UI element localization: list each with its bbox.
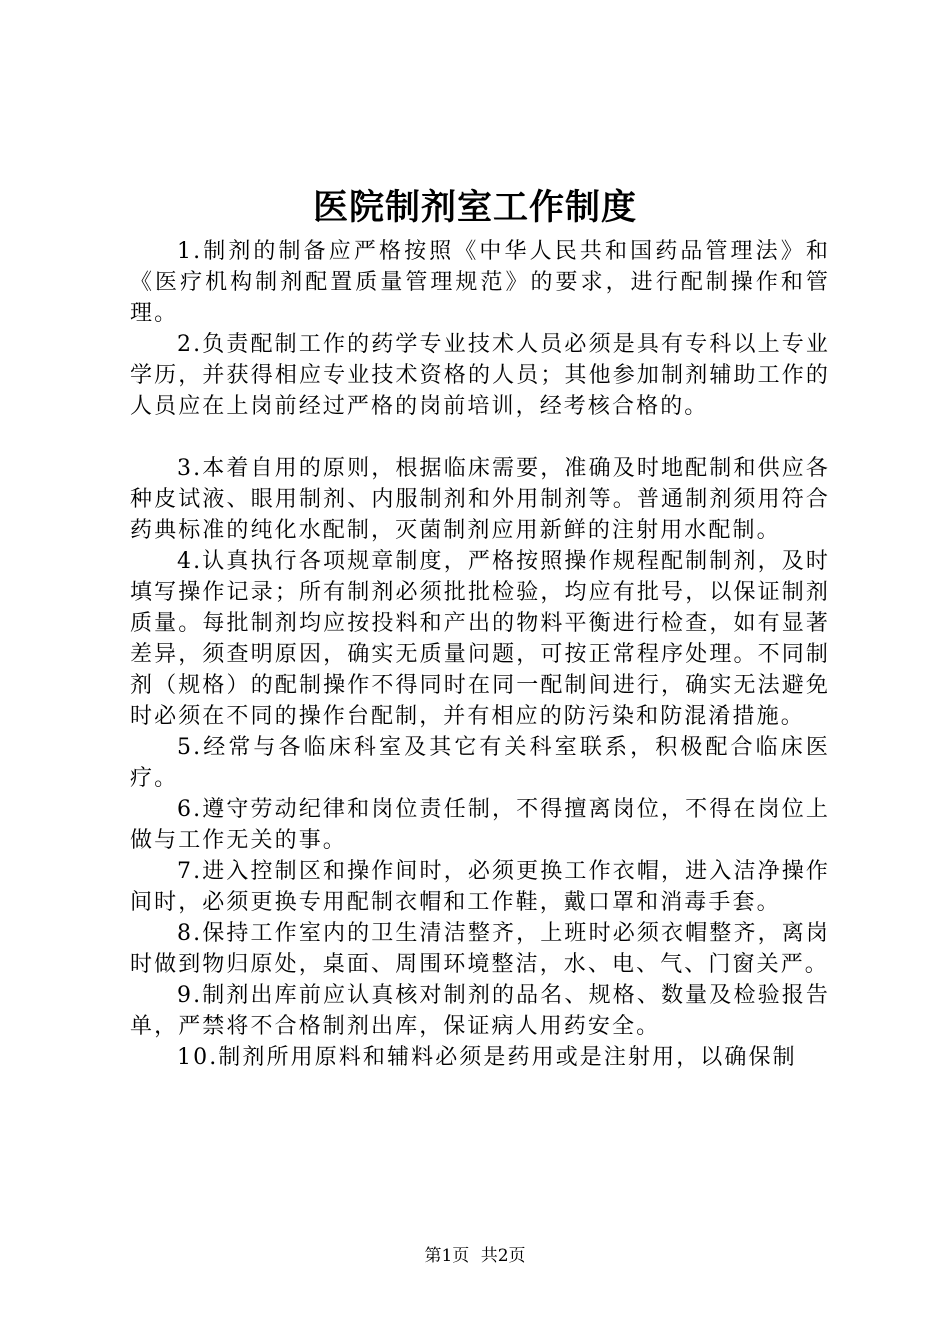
paragraph-4: 4.认真执行各项规章制度，严格按照操作规程配制制剂，及时填写操作记录；所有制剂必须批批检验，均应有批号，以保证制剂质量。每批制剂均应按投料和产出的物料平衡进行检查，如有显著差异，须查明原因，确实无质量问题，可按正常程序处理。不同制剂（规格）的配制操作不得同时在同一配制间进行，确实无法避免时必须在不同的操作台配制，并有相应的防污染和防混淆措施。 [130,549,830,729]
document-title: 医院制剂室工作制度 [312,187,637,228]
page-number: 第1页 [424,1246,470,1266]
page-total: 共2页 [480,1246,526,1266]
paragraph-5: 5.经常与各临床科室及其它有关科室联系，积极配合临床医疗。 [130,735,830,791]
paragraph-6: 6.遵守劳动纪律和岗位责任制，不得擅离岗位，不得在岗位上做与工作无关的事。 [130,797,830,853]
paragraph-2: 2.负责配制工作的药学专业技术人员必须是具有专科以上专业学历，并获得相应专业技术资格的人员；其他参加制剂辅助工作的人员应在上岗前经过严格的岗前培训，经考核合格的。 [130,332,830,419]
paragraph-1: 1.制剂的制备应严格按照《中华人民共和国药品管理法》和《医疗机构制剂配置质量管理规范》的要求，进行配制操作和管理。 [130,239,830,326]
page-footer [0,1244,950,1268]
document-body [130,236,830,1073]
paragraph-10: 10.制剂所用原料和辅料必须是药用或是注射用，以确保制 [177,1045,797,1070]
paragraph-8: 8.保持工作室内的卫生清洁整齐，上班时必须衣帽整齐，离岗时做到物归原处，桌面、周围环境整洁，水、电、气、门窗关严。 [130,921,830,977]
paragraph-7: 7.进入控制区和操作间时，必须更换工作衣帽，进入洁净操作间时，必须更换专用配制衣帽和工作鞋，戴口罩和消毒手套。 [130,859,830,915]
paragraph-3: 3.本着自用的原则，根据临床需要，准确及时地配制和供应各种皮试液、眼用制剂、内服制剂和外用制剂等。普通制剂须用符合药典标准的纯化水配制，灭菌制剂应用新鲜的注射用水配制。 [130,456,830,543]
paragraph-9: 9.制剂出库前应认真核对制剂的品名、规格、数量及检验报告单，严禁将不合格制剂出库，保证病人用药安全。 [130,983,830,1039]
